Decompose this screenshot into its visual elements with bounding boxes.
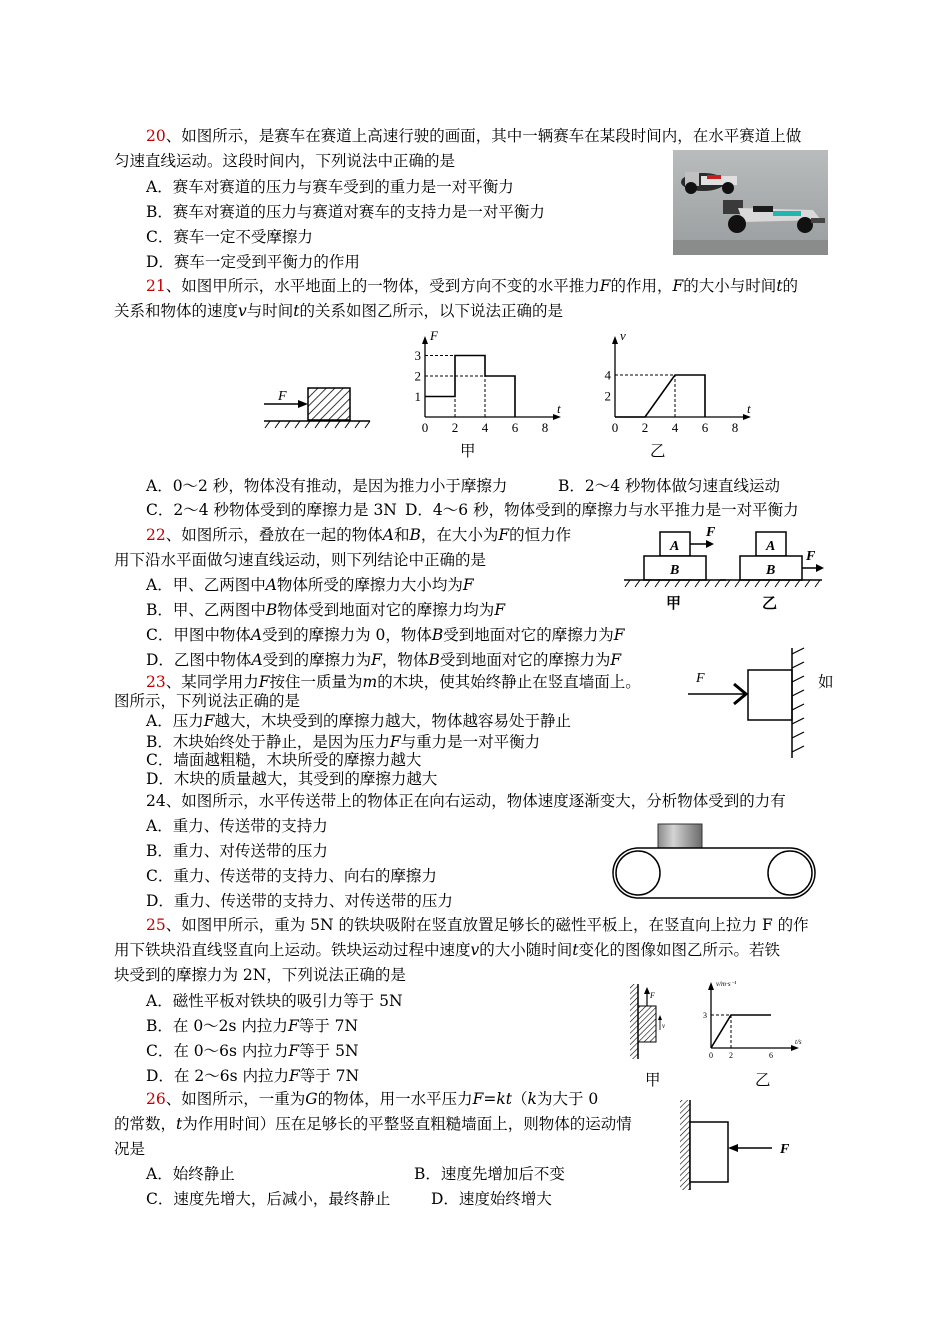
q21-option-d: D．4～6 秒，物体受到的摩擦力与水平推力是一对平衡力 [405,501,799,519]
q23-option-c: C．墙面越粗糙，木块所受的摩擦力越大 [146,751,422,769]
vt2-chart-x-tick-0: 0 [709,1051,713,1060]
q25-fig-force-label: F [650,991,655,1000]
vt-chart-x-tick-0: 0 [611,420,619,435]
q23-line1-end: 如 [818,673,834,691]
q23-force-label: F [696,671,705,686]
q21-block-diagram [262,384,372,434]
q26-wall-block-diagram [676,1100,806,1192]
vt2-chart-x-tick-2: 2 [729,1051,733,1060]
ft-chart-y-tick-1: 1 [414,389,421,405]
q22-right-force-label: F [806,549,816,564]
q26-option-a: A．始终静止 [146,1165,235,1183]
q21-force-label: F [278,389,287,404]
q20-line2: 匀速直线运动。这段时间内，下列说法中正确的是 [114,152,456,170]
vt-chart-y-tick-2: 2 [604,388,611,404]
q22-right-block-b-label: B [766,563,776,578]
ft-chart-x-tick-4: 4 [481,420,489,435]
q24-option-a: A．重力、传送带的支持力 [146,817,328,835]
ft-chart-x-label: t [557,401,561,416]
q25-line1: 25、如图甲所示，重为 5N 的铁块吸附在竖直放置足够长的磁性平板上，在竖直向上拉力 F 的作 [146,916,809,934]
ft-chart-data-line [425,356,515,418]
q26-option-b: B．速度先增加后不变 [414,1165,565,1183]
q21-option-b: B．2～4 秒物体做匀速直线运动 [558,477,781,495]
ft-chart-y-label: F [430,328,438,343]
q22-left-block-b-label: B [670,563,680,578]
q25-option-a: A．磁性平板对铁块的吸引力等于 5N [146,992,403,1010]
q25-number: 25 [146,916,166,934]
q26-option-c: C．速度先增大，后减小，最终静止 [146,1190,391,1208]
vt-chart-data-line [615,375,705,417]
q26-line3: 况是 [114,1140,146,1158]
q24-option-c: C．重力、传送带的支持力、向右的摩擦力 [146,867,437,885]
q22-line2: 用下沿水平面做匀速直线运动，则下列结论中正确的是 [114,551,487,569]
q20-option-d: D．赛车一定受到平衡力的作用 [146,253,360,271]
q22-left-block-a-label: A [670,539,680,554]
q23-line1: 23、某同学用力F按住一质量为m的木块，使其始终静止在竖直墙面上。 [146,673,641,691]
q21-velocity-time-chart [595,328,751,440]
q21-caption-jia: 甲 [460,442,476,460]
q23-option-d: D．木块的质量越大，其受到的摩擦力越大 [146,770,438,788]
q21-force-time-chart [405,328,561,440]
q26-option-d: D．速度始终增大 [431,1190,552,1208]
vt-chart-y-tick-4: 4 [604,367,611,383]
vt-chart-x-tick-4: 4 [671,420,679,435]
q22-caption-yi: 乙 [762,594,778,612]
q25-line3: 块受到的摩擦力为 2N，下列说法正确的是 [114,966,406,984]
q26-line1: 26、如图所示，一重为G的物体，用一水平压力F=kt（k为大于 0 [146,1090,599,1108]
ft-chart-x-tick-8: 8 [541,420,549,435]
q22-number: 22 [146,526,166,544]
q22-stacked-blocks-diagram [620,522,830,614]
q21-caption-yi: 乙 [650,442,666,460]
q24-option-b: B．重力、对传送带的压力 [146,842,328,860]
q24-line1: 24、如图所示，水平传送带上的物体正在向右运动，物体速度逐渐变大，分析物体受到的力有 [146,792,786,810]
ft-chart-x-tick-0: 0 [421,420,429,435]
ft-chart-x-tick-2: 2 [451,420,459,435]
q20-number: 20 [146,127,166,145]
q20-line1: 20、如图所示，是赛车在赛道上高速行驶的画面，其中一辆赛车在某段时间内，在水平赛道上做 [146,127,802,145]
q21-option-c: C．2～4 秒物体受到的摩擦力是 3N [146,501,397,519]
vt2-chart-x-tick-6: 6 [769,1051,773,1060]
vt2-chart-y-tick-3: 3 [703,1010,707,1020]
race-car-photo [673,150,828,255]
vt-chart-y-label: v [620,328,626,343]
q25-option-b: B．在 0～2s 内拉力F等于 7N [146,1017,359,1035]
vt2-chart-x-label: t/s [795,1038,802,1046]
q22-option-a: A．甲、乙两图中A物体所受的摩擦力大小均为F [146,576,474,594]
q20-option-b: B．赛车对赛道的压力与赛道对赛车的支持力是一对平衡力 [146,203,545,221]
q23-option-a: A．压力F越大，木块受到的摩擦力越大，物体越容易处于静止 [146,712,571,730]
q20-option-a: A．赛车对赛道的压力与赛车受到的重力是一对平衡力 [146,178,514,196]
q25-magnetic-board-diagram [628,984,668,1059]
ft-chart-y-tick-3: 3 [414,348,421,364]
vt-chart-x-tick-2: 2 [641,420,649,435]
q23-number: 23 [146,673,166,691]
ft-chart-x-tick-6: 6 [511,420,519,435]
q21-number: 21 [146,277,166,295]
vt-chart-y-axis-arrow [612,336,618,344]
q26-line2: 的常数，t为作用时间）压在足够长的平整竖直粗糙墙面上，则物体的运动情 [114,1115,632,1133]
ft-chart-y-axis-arrow [422,336,428,344]
q22-caption-jia: 甲 [666,594,682,612]
q22-left-force-label: F [706,525,716,540]
q25-line2: 用下铁块沿直线竖直向上运动。铁块运动过程中速度v的大小随时间t变化的图像如图乙所示。若铁 [114,941,781,959]
q25-velocity-time-chart [693,982,808,1062]
vt2-chart-y-label: v/m·s⁻¹ [716,980,737,988]
q25-option-d: D．在 2～6s 内拉力F等于 7N [146,1067,360,1085]
q21-line1: 21、如图甲所示，水平地面上的一物体，受到方向不变的水平推力F的作用，F的大小与时间t的 [146,277,799,295]
q23-option-b: B．木块始终处于静止，是因为压力F与重力是一对平衡力 [146,733,541,751]
q23-wall-block-diagram [688,648,813,758]
vt-chart-x-tick-6: 6 [701,420,709,435]
q22-option-d: D．乙图中物体A受到的摩擦力为F，物体B受到地面对它的摩擦力为F [146,651,622,669]
q26-force-label: F [780,1142,790,1157]
q24-option-d: D．重力、传送带的支持力、对传送带的压力 [146,892,453,910]
vt-chart-x-label: t [747,401,751,416]
q21-option-a: A．0～2 秒，物体没有推动，是因为推力小于摩擦力 [146,477,508,495]
q25-option-c: C．在 0～6s 内拉力F等于 5N [146,1042,359,1060]
q22-option-b: B．甲、乙两图中B物体受到地面对它的摩擦力均为F [146,601,506,619]
q22-right-block-a-label: A [766,539,776,554]
q24-conveyor-belt-diagram [612,822,817,900]
q21-line2: 关系和物体的速度v与时间t的关系如图乙所示，以下说法正确的是 [114,302,564,320]
vt2-chart-data-line [711,1015,771,1048]
vt-chart-x-tick-8: 8 [731,420,739,435]
vt2-chart-y-axis-arrow [708,982,714,990]
q22-line1: 22、如图所示，叠放在一起的物体A和B，在大小为F的恒力作 [146,526,572,544]
q25-caption-jia: 甲 [645,1071,661,1089]
q23-line2: 图所示，下列说法正确的是 [114,692,301,710]
q25-caption-yi: 乙 [755,1071,771,1089]
q26-number: 26 [146,1090,166,1108]
ft-chart-y-tick-2: 2 [414,368,421,384]
q20-option-c: C．赛车一定不受摩擦力 [146,228,313,246]
q25-fig-velocity-label: v [662,1022,666,1030]
q22-option-c: C．甲图中物体A受到的摩擦力为 0，物体B受到地面对它的摩擦力为F [146,626,625,644]
